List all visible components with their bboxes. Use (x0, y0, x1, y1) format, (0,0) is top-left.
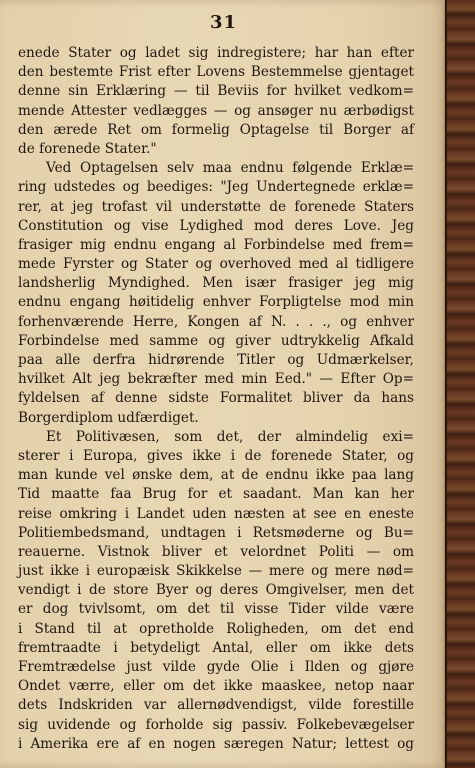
text-line: reauerne. Vistnok bliver et velordnet Politi — om (18, 543, 414, 560)
text-line: er dog tvivlsomt, om det til visse Tider vilde være (18, 601, 414, 618)
text-line: just ikke i europæisk Skikkelse — mere og mere nød= (18, 563, 414, 580)
text-line: den ærede Ret om formelig Optagelse til Borger af (18, 121, 414, 138)
text-line: Borgerdiplom udfærdiget. (18, 409, 199, 426)
text-line: den bestemte Frist efter Lovens Bestemmelse gjentaget (18, 64, 414, 81)
text-line: mende Attester vedlægges — og ansøger nu ærbødigst (18, 102, 414, 119)
text-line: endnu engang høitidelig enhver Forpligtelse mod min (18, 294, 414, 311)
text-line: sig uvidende og forholde sig passiv. Folkebevægelser (18, 716, 414, 733)
text-line: Ondet værre, eller om det ikke maaskee, netop naar (18, 678, 414, 695)
body-text (18, 44, 414, 754)
text-line: Constitution og vise Lydighed mod deres Love. Jeg (18, 217, 414, 234)
text-line: fremtraadte i betydeligt Antal, eller om ikke dets (18, 639, 414, 656)
text-line: ring udstedes og beediges: "Jeg Undertegnede erklæ= (18, 179, 414, 196)
text-line: fyldelsen af denne sidste Formalitet bliver da hans (18, 390, 414, 407)
text-line: denne sin Erklæring — til Beviis for hvilket vedkom= (18, 83, 414, 100)
text-line: Forbindelse med samme og giver udtrykkelig Afkald (18, 332, 414, 349)
text-line: frasiger mig endnu engang al Forbindelse med frem= (18, 236, 414, 253)
text-line: Et Politivæsen, som det, der almindelig exi= (46, 428, 414, 445)
text-line: landsherlig Myndighed. Men især frasiger jeg mig (18, 275, 414, 292)
page-number: 31 (209, 12, 238, 33)
book-binding (445, 0, 475, 768)
text-line: forhenværende Herre, Kongen af N. . . ., og enhver (18, 313, 414, 330)
text-line: i Stand til at opretholde Roligheden, om det end (18, 620, 414, 637)
text-line: de forenede Stater." (18, 140, 157, 157)
text-line: enede Stater og ladet sig indregistere; har han efter (18, 45, 414, 61)
text-line: dets Indskriden var allernødvendigst, vilde forestille (18, 697, 414, 714)
text-line: reise omkring i Landet uden næsten at see en eneste (18, 505, 414, 522)
text-line: hvilket Alt jeg bekræfter med min Eed." — Efter Op= (18, 371, 414, 388)
text-line: mede Fyrster og Stater og overhoved med al tidligere (18, 256, 414, 273)
text-line: vendigt i de store Byer og deres Omgivelser, men det (18, 582, 414, 599)
text-line: Tid maatte faa Brug for et saadant. Man kan her (18, 486, 414, 503)
text-line: sterer i Europa, gives ikke i de forenede Stater, og (18, 447, 414, 464)
text-line: rer, at jeg trofast vil understøtte de forenede Staters (18, 198, 414, 215)
text-line: Fremtrædelse just vilde gyde Olie i Ilden og gjøre (18, 659, 414, 675)
text-line: paa alle derfra hidrørende Titler og Udmærkelser, (18, 352, 414, 368)
text-line: i Amerika ere af en nogen særegen Natur; lettest og (18, 735, 414, 752)
text-line: man kunde vel ønske dem, at de endnu ikke paa lang (18, 467, 414, 484)
text-line: Politiembedsmand, undtagen i Retsmøderne og Bu= (18, 524, 414, 541)
text-line: Ved Optagelsen selv maa endnu følgende Erklæ= (46, 160, 414, 177)
